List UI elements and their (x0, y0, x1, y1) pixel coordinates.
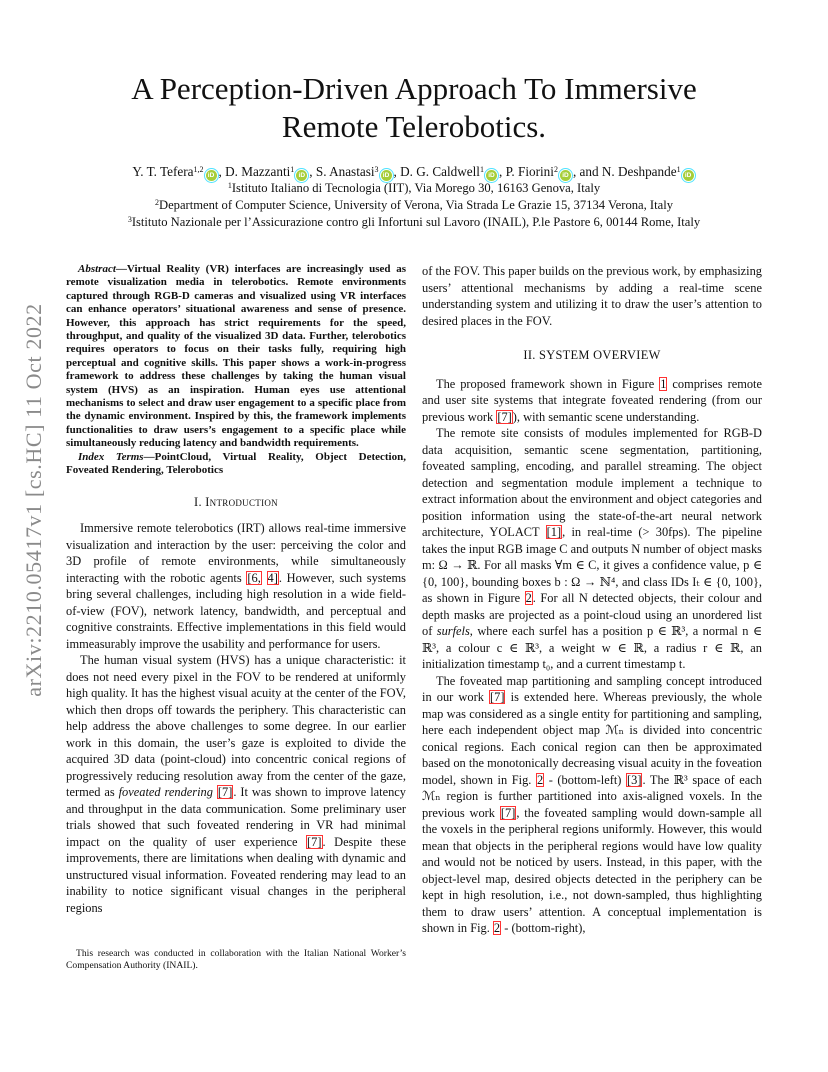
text-run: The remote site consists of modules implemented for RGB-D data acquisition, semantic scene segmentation, partitioning, foveated sampling, encoding, and parallel streaming. The object detection and segmentation module implement a technique to extract information about the environment and object categories and position information using the state-of-the-art neural network architecture, YOLACT (422, 426, 762, 539)
affiliation-sup: 2 (154, 198, 159, 207)
figure-link[interactable]: 2 (536, 772, 544, 787)
affiliation-3 (60, 214, 768, 231)
text-run: Immersive remote telerobotics (IRT) allows real-time immersive visualization and interaction by the user: perceiving the color and 3D profile of remote environments, while simultaneously interacting with the robotic agents (66, 521, 406, 585)
intro-paragraph-2 (66, 652, 406, 916)
overview-paragraph-3 (422, 673, 762, 937)
text-run: . For all N detected objects, their colour and depth masks are projected as a point-cloud using an unordered list of (422, 591, 762, 638)
overview-paragraph-2 (422, 425, 762, 673)
text-run: , in real-time (> 30fps). The pipeline takes the input RGB image C and outputs N number of object masks m: Ω → ℝ. For all masks ∀m ∈ C, it gives a confidence value, p ∈ {0, 100}, bounding boxes b : Ω → ℕ⁴, and class IDs Iₜ ∈ {0, 100}, as shown in Figure (422, 525, 763, 605)
author-name: , P. Fiorini (498, 164, 554, 179)
citation-link[interactable]: [7] (497, 409, 512, 424)
text-run: . It was shown to improve latency and throughput in the data communication. Some preliminary user trials showed that such foveated rendering in VR had minimal impact on the quality of user experience (66, 785, 406, 849)
author-affil-sup: 1 (479, 165, 484, 174)
text-run: , the foveated sampling would down-sample all the voxels in the peripheral regions uniformly. However, this would mean that objects in the peripheral regions would have low quality and would not be noticed by users. Instead, in this paper, with the object-level map, desired objects detected in the periphery can be kept in high resolution, i.e., not down-sampled, thus highlighting them to draw users’ attention. A conceptual implementation is shown in Fig. (422, 805, 762, 935)
text-run: The proposed framework shown in Figure (436, 376, 660, 391)
author-name: Y. T. Tefera (132, 164, 194, 179)
affiliation-2 (60, 197, 768, 214)
text-run: The human visual system (HVS) has a unique characteristic: it does not need every pixel in the FOV to be rendered at uniformly high quality. It has the highest visual acuity at the center of the FOV, which then drops off towards the periphery. This characteristic can help address the above challenges to some degree. In our earlier work in this domain, the user’s gaze is exploited to divide the acquired 3D data (point-cloud) into concentric conical regions of progressively reducing resolution away from the center of the gaze, termed as (66, 653, 406, 799)
affiliation-text: Istituto Nazionale per l’Assicurazione contro gli Infortuni sul Lavoro (INAIL), P.le Pastore 6, 00144 Rome, Italy (131, 215, 701, 229)
right-column (422, 263, 762, 937)
author-list (60, 164, 768, 181)
affiliation-sup: 1 (227, 181, 232, 190)
citation-link[interactable]: [7] (217, 785, 233, 799)
orcid-icon[interactable]: iD (206, 170, 217, 181)
text-run: . The ℝ³ space of each ℳₙ region is further partitioned into axis-aligned voxels. In the previous work (422, 772, 762, 820)
figure-link[interactable]: 2 (525, 591, 532, 605)
overview-paragraph-1 (422, 376, 762, 426)
orcid-icon[interactable]: iD (560, 170, 571, 181)
text-run: . Despite these improvements, there are limitations when dealing with dynamic and unstructured visual information. Foveated rendering may lead to an inability to notice significant visual changes in the peripheral regions (66, 834, 406, 915)
affiliation-text: Istituto Italiano di Tecnologia (IIT), Via Morego 30, 16163 Genova, Italy (231, 181, 601, 195)
affiliation-1 (60, 180, 768, 197)
text-run: - (bottom-right), (501, 921, 586, 935)
section-title: Introduction (205, 494, 278, 509)
citation-link[interactable]: [7] (490, 690, 505, 704)
paper-title (90, 70, 738, 146)
figure-link[interactable]: 1 (660, 376, 667, 391)
text-run: The foveated map partitioning and sampling concept introduced in our work (422, 673, 762, 704)
intro-paragraph-1 (66, 520, 406, 652)
arxiv-identifier: arXiv:2210.05417v1 [cs.HC] 11 Oct 2022 (21, 303, 46, 697)
author-name: , D. Mazzanti (218, 164, 291, 179)
affiliation-text: Department of Computer Science, University of Verona, Via Strada Le Grazie 15, 37134 Verona, Italy (158, 198, 674, 212)
author-name: , and N. Deshpande (572, 164, 677, 179)
text-run: , where each surfel has a position p ∈ ℝ³, a normal n ∈ ℝ³, a colour c ∈ ℝ³, a weight w ∈ ℝ, a radius r ∈ ℝ, an initialization timestamp t₀, and a current timestamp t. (422, 624, 762, 671)
author-name: , D. G. Caldwell (393, 164, 480, 179)
author-affil-sup: 1 (290, 165, 295, 174)
citation-link[interactable]: 4] (267, 570, 278, 585)
emphasis: surfels (436, 624, 470, 638)
affiliation-list (60, 180, 768, 231)
arxiv-sidebar (14, 290, 54, 710)
author-affil-sup: 1,2 (193, 165, 204, 174)
orcid-icon[interactable]: iD (486, 170, 497, 181)
index-terms-text: —PointCloud, Virtual Reality, Object Detection, Foveated Rendering, Telerobotics (66, 450, 406, 477)
author-affil-sup: 1 (676, 165, 681, 174)
text-run: comprises remote and user site systems that integrate foveated rendering (from our previous work (422, 376, 762, 424)
emphasis: foveated rendering (118, 785, 213, 799)
citation-link[interactable]: [3] (627, 772, 642, 787)
orcid-icon[interactable]: iD (683, 170, 694, 181)
citation-link[interactable]: [1] (546, 525, 562, 539)
author-affil-sup: 2 (553, 165, 558, 174)
orcid-icon[interactable]: iD (296, 170, 307, 181)
text-run: . However, such systems bring several challenges, including high resolution in a wide field-of-view (FOV), network latency, bandwidth, and perceptual and cognitive constraints. Effective implementations in this field would immeasurably improve the usability and performance for users. (66, 570, 406, 651)
abstract-label: Abstract (78, 263, 116, 275)
index-terms-label: Index Terms (78, 450, 144, 463)
text-run: ), with semantic scene understanding. (512, 409, 700, 424)
affiliation-sup: 3 (127, 215, 132, 224)
text-run: is extended here. Whereas previously, the whole map was considered as a single entity for partitioning and sampling, here each independent object map ℳₙ is divided into concentric conical regions. Each conical region can then be approximated based on the monotonically decreasing visual acuity in the foveation model, shown in Fig. (422, 690, 762, 787)
title-line-2: Remote Telerobotics. (281, 109, 547, 144)
text-run: - (bottom-left) (544, 772, 627, 787)
citation-link[interactable]: [7] (500, 805, 516, 820)
author-name: , S. Anastasi (309, 164, 375, 179)
author-affil-sup: 3 (374, 165, 379, 174)
title-line-1: A Perception-Driven Approach To Immersive (131, 71, 697, 106)
citation-link[interactable]: [6, (247, 570, 261, 585)
section-heading-system-overview: II. SYSTEM OVERVIEW (523, 348, 661, 362)
abstract (66, 263, 406, 451)
abstract-text: —Virtual Reality (VR) interfaces are increasingly used as remote visualization media in telerobotics. Remote environments captured through RGB-D cameras and visualized using VR interfaces can enhance operators’ situational awareness and sense of presence. However, this approach has strict requirements for the speed, throughput, and quality of the visualized 3D data. Further, telerobotics requires operators to focus on their tasks fully, requiring high perceptual and cognitive skills. This paper shows a work-in-progress framework to address these challenges by taking the human visual system (HVS) as an inspiration. Human eyes use attentional mechanisms to select and draw user engagement to a specific place from the dynamic environment. Inspired by this, the framework implements functionalities to draw users’s engagement to a specific place while simultaneously reducing latency and bandwidth requirements. (66, 263, 406, 450)
continued-paragraph: of the FOV. This paper builds on the previous work, by emphasizing users’ attentional mechanisms by adding a real-time scene understanding system and utilizing it to draw the user’s attention to desired places in the FOV. (422, 264, 762, 328)
section-heading-introduction (66, 494, 406, 511)
footnote: This research was conducted in collaboration with the Italian National Worker’s Compensation Authority (INAIL). (66, 948, 406, 971)
left-column (66, 263, 406, 916)
figure-link[interactable]: 2 (493, 921, 501, 935)
citation-link[interactable]: [7] (307, 834, 322, 849)
orcid-icon[interactable]: iD (381, 170, 392, 181)
index-terms (66, 451, 406, 478)
section-number: I. (194, 494, 206, 509)
